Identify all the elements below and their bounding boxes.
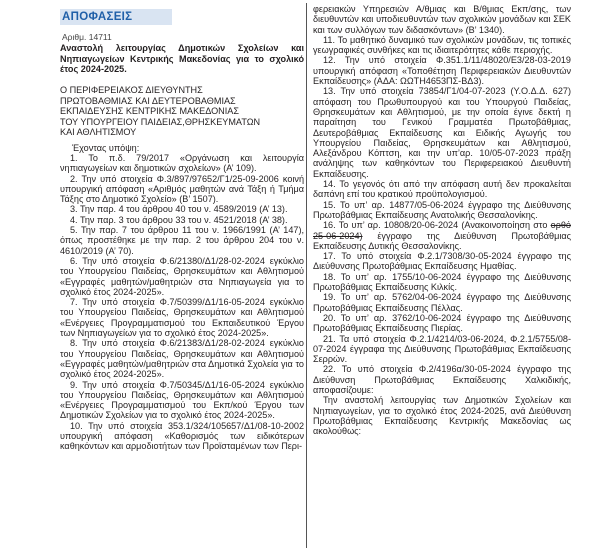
recital-item: 2. Την υπό στοιχεία Φ.3/897/97652/Γ1/25-09-2006 κοινή υπουργική απόφαση «Αριθμός μαθητών ανά Τάξη ή Τμήμα Τάξης στο Δημοτικό Σχολείο» (Β’ 1507). xyxy=(60,173,304,205)
recital-item: 20. Το υπ’ αρ. 3762/10-06-2024 έγγραφο της Διεύθυνσης Πρωτοβάθμιας Εκπαίδευσης Πιερίας. xyxy=(313,312,571,334)
recital-item: 1. Το π.δ. 79/2017 «Οργάνωση και λειτουργία νηπιαγωγείων και δημοτικών σχολείων» (Α’ 109). xyxy=(60,152,304,174)
recital-item: 7. Την υπό στοιχεία Φ.7/50399/Δ1/16-05-2024 εγκύκλιο του Υπουργείου Παιδείας, Θρησκευμάτων και Αθλητισμού «Ενέργειες Προγραμματισμού του Εκπαιδευτικού Έργου των Νηπιαγωγείων για το σχολικό έτος 2024-2025». xyxy=(60,297,304,339)
recital-continuation: φερειακών Υπηρεσιών Α/θμιας και Β/θμιας Εκπ/σης, των διευθυντών και υποδιευθυντών των σχολικών μονάδων και ΣΕΚ και των συλλόγων των διδασκόντων» (Β’ 1340). xyxy=(313,4,571,35)
left-column xyxy=(60,0,304,452)
having-regard-heading: Έχοντας υπόψη: xyxy=(72,142,140,153)
recital-item: 3. Την παρ. 4 του άρθρου 40 του ν. 4589/2019 (Α’ 13). xyxy=(70,204,288,215)
recital-item: 6. Την υπό στοιχεία Φ.6/21380/Δ1/28-02-2024 εγκύκλιο του Υπουργείου Παιδείας, Θρησκευμάτων και Αθλητισμού «Εγγραφές μαθητών/μαθητριών στα Νηπιαγωγεία για το σχολικό έτος 2024-2025». xyxy=(60,255,304,297)
recital-item: 10. Την υπό στοιχεία 353.1/324/105657/Δ1/08-10-2002 υπουργική απόφαση «Καθορισμός των ειδικότερων καθηκόντων και αρμοδιοτήτων των Προϊσταμένων των Περι- xyxy=(60,420,304,452)
struck-correction-text: ορθό 25-06-2024) xyxy=(313,220,571,241)
issuer-line: ΤΟΥ ΥΠΟΥΡΓΕΙΟΥ ΠΑΙΔΕΙΑΣ,ΘΡΗΣΚΕΥΜΑΤΩΝ xyxy=(60,116,261,127)
recital-item: 13. Την υπό στοιχεία 73854/Γ1/04-07-2023 (Υ.Ο.Δ.Δ. 627) απόφαση του Πρωθυπουργού και του Υπουργού Παιδείας, Θρησκευμάτων και Αθλητισμού, με την οποία έγινε δεκτή η παραίτηση του Γενικού Γραμματέα Πρωτοβάθμιας, Δευτεροβάθμιας Εκπαίδευσης και Ειδικής Αγωγής του Υπουργείου Παιδείας, Θρησκευμάτων και Αθλητισμού, Αλεξάνδρου Κόπτση, και την υπ’αρ. 10/05-07-2023 πράξη ανάληψης των καθηκόντων του Περιφερειακού Διευθυντή Εκπαίδευσης. xyxy=(313,86,571,179)
issuer-line: ΚΑΙ ΑΘΛΗΤΙΣΜΟΥ xyxy=(60,127,137,138)
recital-item: 19. Το υπ’ αρ. 5762/04-06-2024 έγγραφο της Διεύθυνσης Πρωτοβάθμιας Εκπαίδευσης Πέλλας. xyxy=(313,292,571,313)
issuer-line: Ο ΠΕΡΙΦΕΡΕΙΑΚΟΣ ΔΙΕΥΘΥΝΤΗΣ xyxy=(60,85,203,96)
recital-item: 14. Το γεγονός ότι από την απόφαση αυτή δεν προκαλείται δαπάνη επί του κρατικού προϋπολογισμού. xyxy=(313,179,571,200)
decision-title: Αναστολή λειτουργίας Δημοτικών Σχολείων και Νηπιαγωγείων Κεντρικής Μακεδονίας για το σχολικό έτος 2024-2025. xyxy=(60,43,304,74)
issuer-line: ΕΚΠΑΙΔΕΥΣΗΣ ΚΕΝΤΡΙΚΗΣ ΜΑΚΕΔΟΝΙΑΣ xyxy=(60,106,239,117)
recital-item: 12. Την υπό στοιχεία Φ.351.1/11/48020/Ε3/28-03-2019 υπουργική απόφαση «Τοποθέτηση Περιφερειακών Διευθυντών Εκπαίδευσης» (ΑΔΑ: ΩΩΤΗ4653ΠΣ-ΒΔ3). xyxy=(313,55,571,87)
recital-16-text: 16. Το υπ’ αρ. 10808/20-06-2024 (Ανακοινοποίηση στο xyxy=(323,220,548,231)
right-column xyxy=(313,4,571,436)
decision-operative-text: Την αναστολή λειτουργίας των Δημοτικών Σχολείων και Νηπιαγωγείων, για το σχολικό έτος 2024-2025, ανά Διεύθυνση Πρωτοβάθμιας Εκπαίδευσης Κεντρικής Μακεδονίας ως ακολούθως: xyxy=(313,395,571,437)
recital-item: 17. Το υπό στοιχεία Φ.2.1/7308/30-05-2024 έγγραφο της Διεύθυνσης Πρωτοβάθμιας Εκπαίδευσης Ημαθίας. xyxy=(313,251,571,272)
recital-item: 9. Την υπό στοιχεία Φ.7/50345/Δ1/16-05-2024 εγκύκλιο του Υπουργείου Παιδείας, Θρησκευμάτων και Αθλητισμού «Ενέργειες Προγραμματισμού του Εκπ/κού Έργου των Δημοτικών Σχολείων για το σχολικό έτος 2024-2025». xyxy=(60,379,304,421)
recital-item-16 xyxy=(313,220,571,251)
recital-item: 15. Το υπ’ αρ. 14877/05-06-2024 έγγραφο της Διεύθυνσης Πρωτοβάθμιας Εκπαίδευσης Ανατολικής Θεσσαλονίκης. xyxy=(313,199,571,220)
column-divider xyxy=(306,3,307,548)
recital-16-text-rest: έγγραφο της Διεύθυνση Πρωτοβάθμιας Εκπαίδευσης Δυτικής Θεσσαλονίκης. xyxy=(313,230,571,251)
recital-item: 8. Την υπό στοιχεία Φ.6/21383/Δ1/28-02-2024 εγκύκλιο του Υπουργείου Παιδείας, Θρησκευμάτων και Αθλητισμού «Εγγραφές μαθητών/μαθητριών στα Δημοτικά Σχολεία για το σχολικό έτος 2024-2025». xyxy=(60,338,304,380)
recital-item: 22. Το υπό στοιχεία Φ.2/4196α/30-05-2024 έγγραφο της Διεύθυνση Πρωτοβάθμιας Εκπαίδευσης Χαλκιδικής, αποφασίζουμε: xyxy=(313,364,571,395)
recital-item: 4. Την παρ. 3 του άρθρου 33 του ν. 4521/2018 (Α’ 38). xyxy=(70,214,288,225)
recital-item: 5. Την παρ. 7 του άρθρου 11 του ν. 1966/1991 (Α’ 147), όπως προστέθηκε με την παρ. 2 του άρθρου 204 του ν. 4610/2019 (Α’ 70). xyxy=(60,225,304,256)
recital-item: 11. Το μαθητικό δυναμικό των σχολικών μονάδων, τις τοπικές γεωγραφικές συνθήκες και τις ιδιαιτερότητες κάθε περιοχής. xyxy=(313,34,571,56)
issuer-line: ΠΡΩΤΟΒΑΘΜΙΑΣ ΚΑΙ ΔΕΥΤΕΡΟΒΑΘΜΙΑΣ xyxy=(60,95,236,106)
recital-item: 18. Το υπ’ αρ. 1755/10-06-2024 έγγραφο της Διεύθυνσης Πρωτοβάθμιας Εκπαίδευσης Κιλκίς. xyxy=(313,271,571,293)
decision-number: Αριθμ. 14711 xyxy=(62,32,112,42)
issuer-block xyxy=(60,85,304,138)
section-header-decisions: ΑΠΟΦΑΣΕΙΣ xyxy=(60,9,172,25)
recital-item: 21. Τα υπό στοιχεία Φ.2.1/4214/03-06-2024, Φ.2.1/5755/08-07-2024 έγγραφα της Διεύθυνσης Πρωτοβάθμιας Εκπαίδευσης Σερρών. xyxy=(313,333,571,365)
